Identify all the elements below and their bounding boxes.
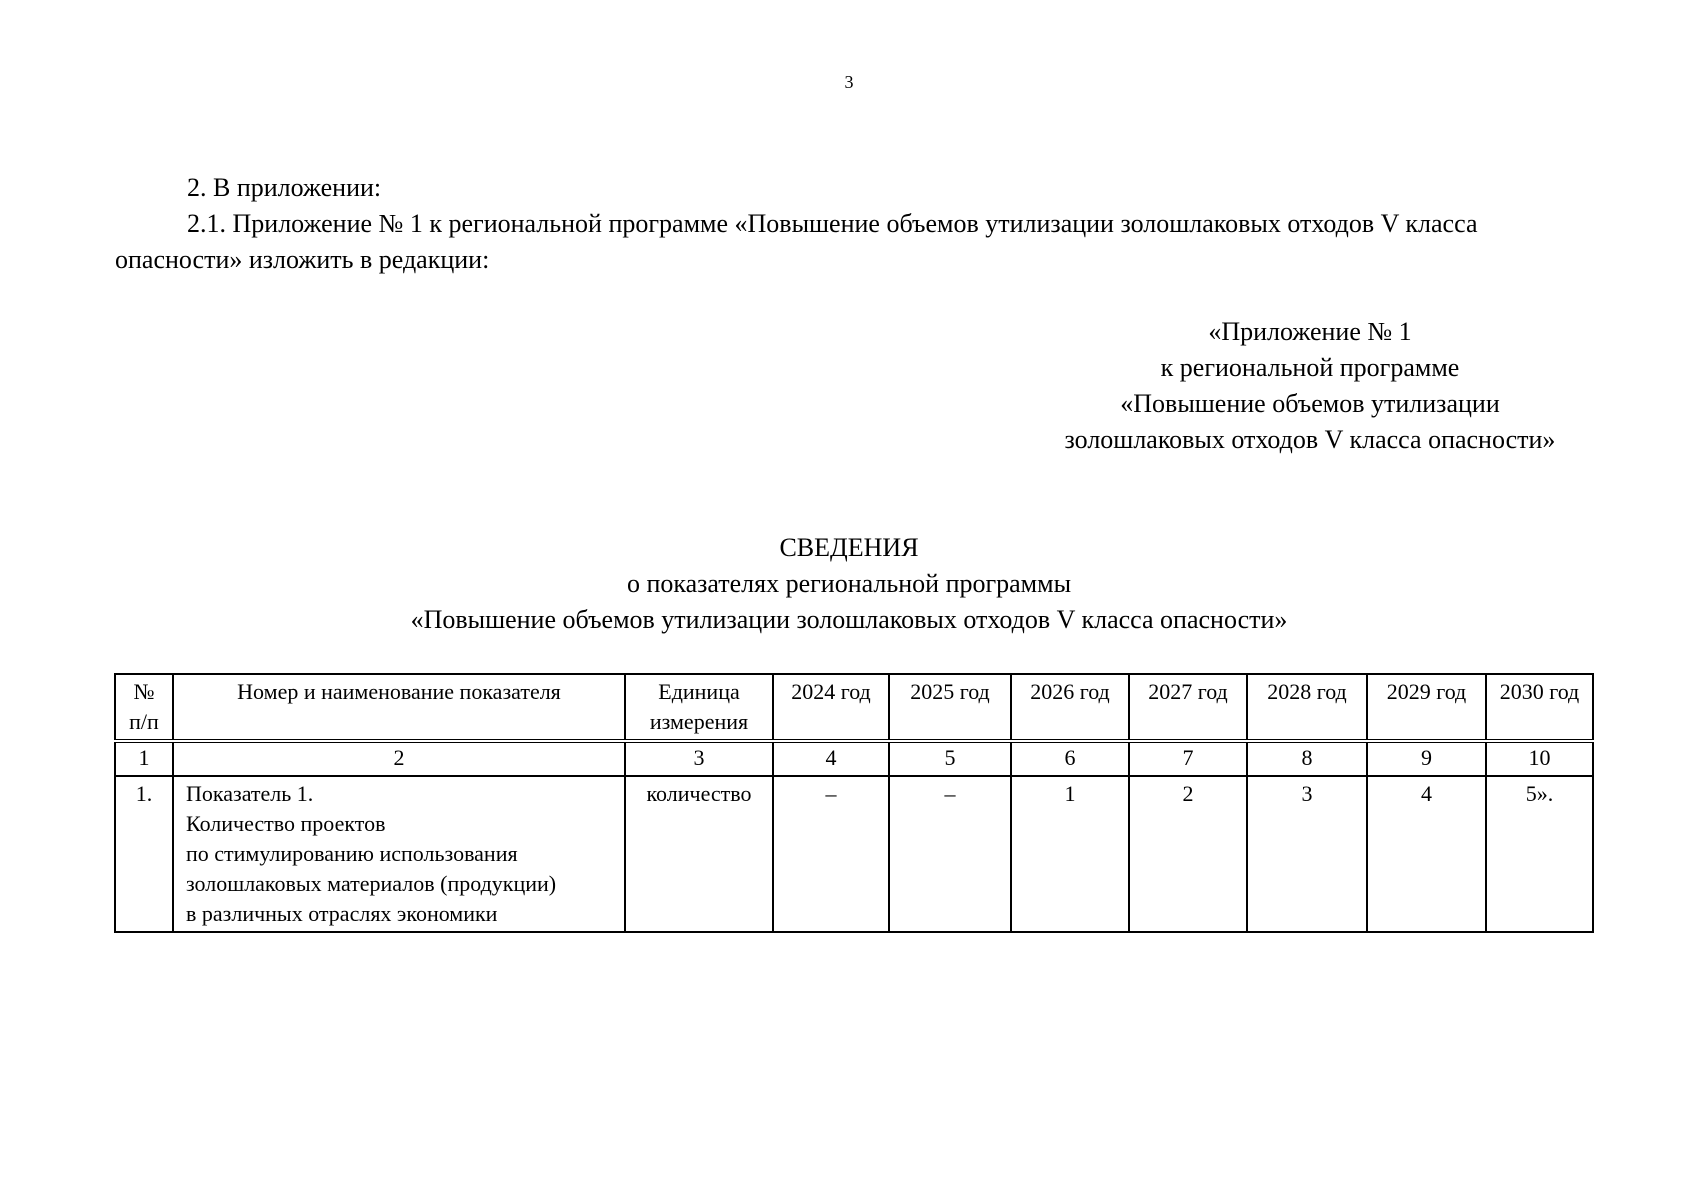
column-number-cell: 9 [1367, 741, 1486, 776]
appendix-caption-line-4: золошлаковых отходов V класса опасности» [1064, 425, 1556, 454]
column-number-cell: 3 [625, 741, 773, 776]
indicator-name-line: в различных отраслях экономики [186, 901, 498, 926]
value-cell-2028: 3 [1247, 776, 1367, 932]
appendix-caption-line-2: к региональной программе [1160, 353, 1460, 382]
column-number-cell: 5 [889, 741, 1011, 776]
heading-subtitle-2: «Повышение объемов утилизации золошлаковых отходов V класса опасности» [410, 605, 1288, 634]
value-cell-2026: 1 [1011, 776, 1129, 932]
document-heading [0, 530, 1698, 638]
column-number-cell: 10 [1486, 741, 1593, 776]
column-number-cell: 4 [773, 741, 889, 776]
indicator-name-line: Показатель 1. [186, 781, 314, 806]
appendix-caption-line-3: «Повышение объемов утилизации [1120, 389, 1500, 418]
value-cell-2030: 5». [1486, 776, 1593, 932]
table-row [115, 776, 1593, 932]
header-cell-name: Номер и наименование показателя [173, 674, 625, 741]
column-number-cell: 8 [1247, 741, 1367, 776]
value-cell-2027: 2 [1129, 776, 1247, 932]
appendix-caption-line-1: «Приложение № 1 [1208, 317, 1412, 346]
indicator-name-cell [173, 776, 625, 932]
header-cell-2028: 2028 год [1247, 674, 1367, 741]
header-cell-2030: 2030 год [1486, 674, 1593, 741]
header-cell-2027: 2027 год [1129, 674, 1247, 741]
paragraph-1: 2. В приложении: [187, 173, 382, 202]
header-cell-2025: 2025 год [889, 674, 1011, 741]
table-header-row [115, 674, 1593, 741]
header-cell-unit: Единица измерения [625, 674, 773, 741]
heading-title: СВЕДЕНИЯ [779, 533, 919, 562]
column-number-cell: 1 [115, 741, 173, 776]
column-number-cell: 2 [173, 741, 625, 776]
unit-cell: количество [625, 776, 773, 932]
indicators-table [114, 673, 1594, 933]
heading-subtitle-1: о показателях региональной программы [626, 569, 1072, 598]
body-text [115, 170, 1595, 278]
header-cell-2029: 2029 год [1367, 674, 1486, 741]
row-number-cell: 1. [115, 776, 173, 932]
header-cell-2024: 2024 год [773, 674, 889, 741]
column-number-row [115, 741, 1593, 776]
header-cell-2026: 2026 год [1011, 674, 1129, 741]
value-cell-2024: – [773, 776, 889, 932]
column-number-cell: 6 [1011, 741, 1129, 776]
indicator-name-line: по стимулированию использования [186, 841, 518, 866]
header-cell-number: № п/п [115, 674, 173, 741]
column-number-cell: 7 [1129, 741, 1247, 776]
appendix-caption [1000, 314, 1620, 458]
paragraph-2: 2.1. Приложение № 1 к региональной программе «Повышение объемов утилизации золошлаковых отходов V класса опасности» изложить в редакции: [115, 209, 1478, 274]
value-cell-2029: 4 [1367, 776, 1486, 932]
value-cell-2025: – [889, 776, 1011, 932]
indicator-name-line: золошлаковых материалов (продукции) [186, 871, 557, 896]
page-number: 3 [844, 72, 854, 92]
indicator-name-line: Количество проектов [186, 811, 386, 836]
